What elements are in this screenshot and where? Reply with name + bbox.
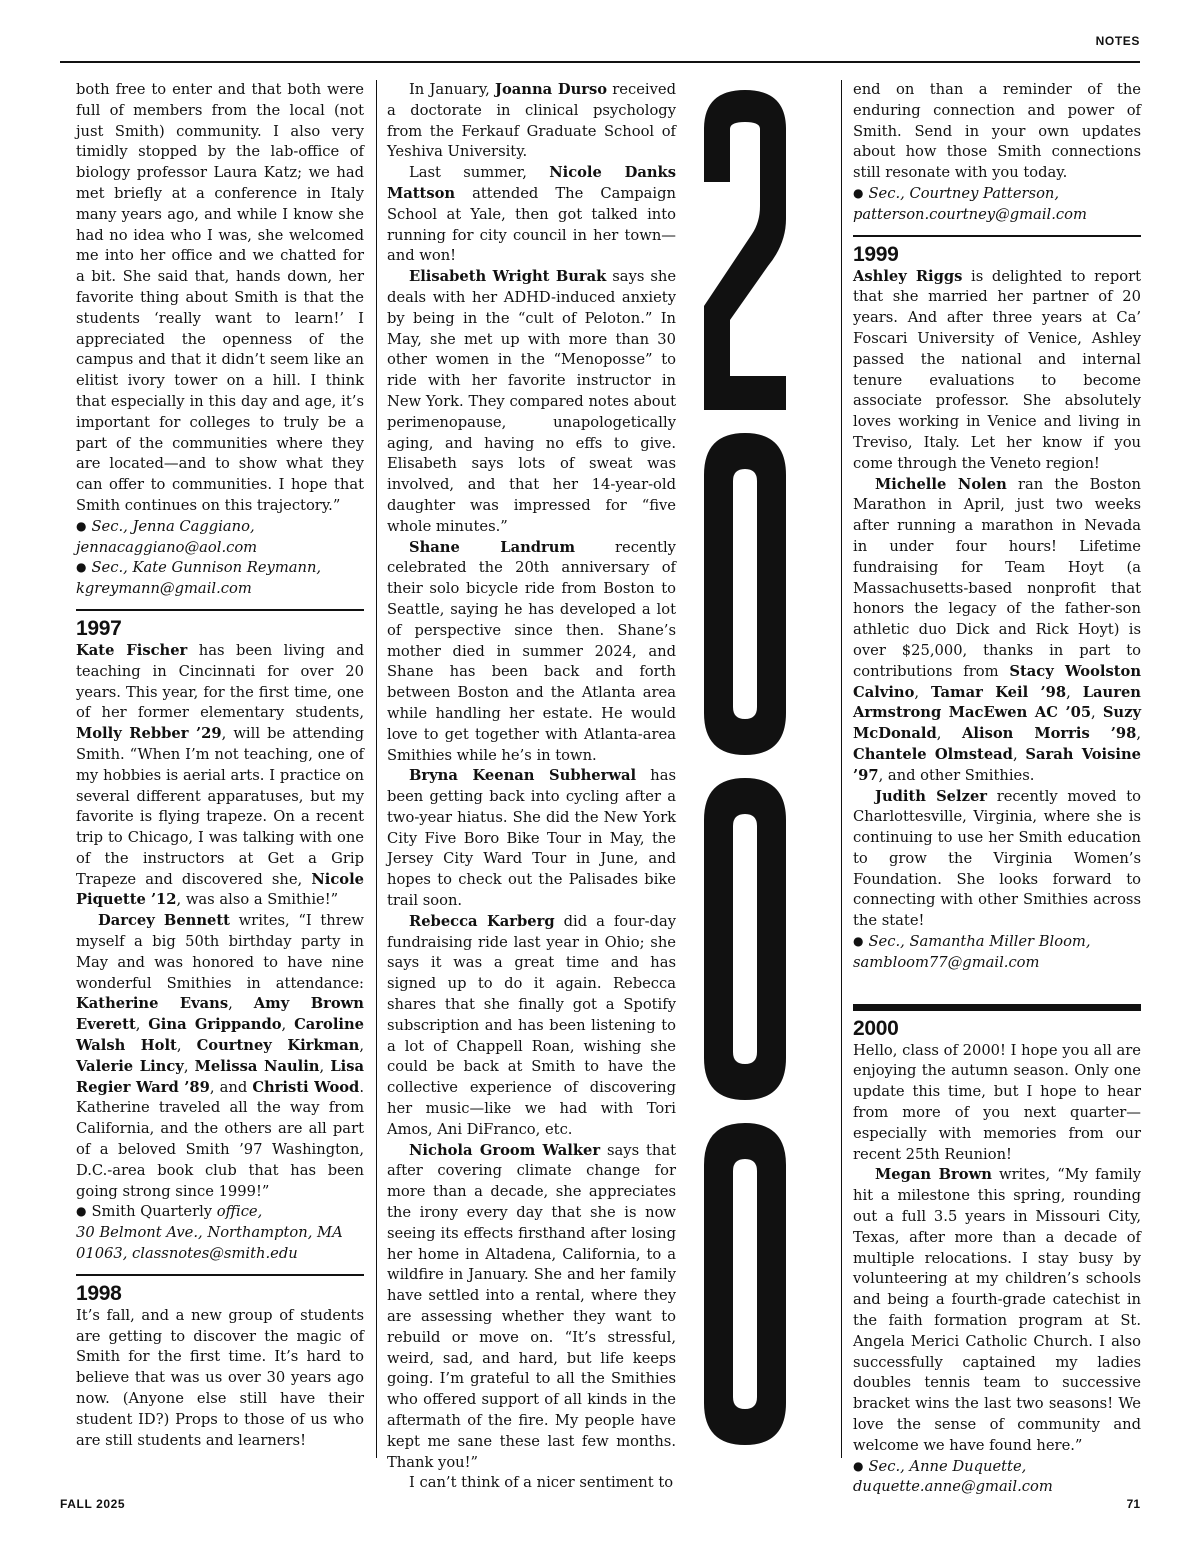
big-digit-0 bbox=[700, 1119, 790, 1449]
column-divider bbox=[841, 80, 842, 1458]
class-note-paragraph: It’s fall, and a new group of students are getting to discover the magic of Smith for the first time. It’s hard to believe that was us over 30 years ago now. (Anyone else still have their student ID?) Props to those of us who are still students and learners! bbox=[76, 1306, 364, 1449]
year-divider bbox=[76, 609, 364, 611]
big-digit-0 bbox=[700, 774, 790, 1104]
secretary-email[interactable]: kgreymann@gmail.com bbox=[76, 580, 252, 598]
big-digit-2 bbox=[700, 84, 790, 414]
class-2000-section bbox=[853, 1004, 1141, 1499]
header-rule bbox=[60, 61, 1140, 63]
secretary-contact: ● Sec., Anne Duquette, bbox=[853, 1457, 1027, 1475]
year-divider bbox=[76, 1274, 364, 1276]
year-divider bbox=[853, 235, 1141, 237]
secretary-email[interactable]: jennacaggiano@aol.com bbox=[76, 538, 258, 556]
class-note-paragraph: Darcey Bennett writes, “I threw myself a big 50th birthday party in May and was honored to have nine wonderful Smithies in attendance: Katherine Evans, Amy Brown Everett, Gina Grippando, Caroline Walsh Holt, Courtney Kirkman, Valerie Lincy, Melissa Naulin, Lisa Regier Ward ’89, and Christi Wood. Katherine traveled all the way from California, and the others are all part of a beloved Smith ’97 Washington, D.C.-area book club that has been going strong since 1999!” bbox=[76, 912, 365, 1200]
bullet-icon: ● bbox=[76, 560, 87, 575]
secretary-contact: ● Sec., Jenna Caggiano, bbox=[76, 517, 255, 535]
secretary-email[interactable]: patterson.courtney@gmail.com bbox=[853, 205, 1087, 223]
class-1999-section bbox=[853, 235, 1141, 974]
secretary-contact: ● Sec., Samantha Miller Bloom, bbox=[853, 933, 1091, 951]
bullet-icon: ● bbox=[853, 1458, 864, 1473]
bullet-icon: ● bbox=[853, 185, 864, 200]
continued-paragraph: both free to enter and that both were full of members from the local (not just Smith) community. I also very timidly stopped by the lab-office of biology professor Laura Katz; we had met briefly at a conference in Italy many years ago, and while I know she had no idea who I was, she welcomed me into her office and we chatted for a bit. She said that, hands down, her favorite thing about Smith is that the students ‘really want to learn!’ I appreciated the openness of the campus and that it didn’t seem like an elitist ivory tower on a hill. I think that especially in this day and age, it’s important for colleges to truly be a part of the communities where they are located—and to show what they can offer to communities. I hope that Smith continues on this trajectory.” bbox=[76, 81, 364, 514]
column-1 bbox=[76, 80, 364, 1451]
class-note-paragraph: Last summer, Nicole Danks Mattson attended The Campaign School at Yale, then got talked into running for city council in her town—and won! bbox=[387, 164, 676, 265]
secretary-contact: ● Sec., Courtney Patterson, bbox=[853, 184, 1060, 202]
class-1998-section bbox=[76, 1274, 364, 1452]
class-1997-section bbox=[76, 609, 364, 1265]
big-year-graphic bbox=[700, 84, 790, 1464]
class-note-paragraph: Shane Landrum recently celebrated the 20th anniversary of their solo bicycle ride from Boston to Seattle, saying he has developed a lot of perspective since then. Shane’s mother died in summer 2024, and Shane has been back and forth between Boston and the Atlanta area while handling her estate. He would love to get together with Atlanta-area Smithies while he’s in town. bbox=[387, 538, 676, 764]
class-note-paragraph: I can’t think of a nicer sentiment to bbox=[409, 1474, 674, 1492]
office-address: 30 Belmont Ave., Northampton, MA bbox=[76, 1224, 343, 1242]
class-year-heading: 1999 bbox=[853, 242, 899, 266]
class-note-paragraph: Kate Fischer has been living and teaching in Cincinnati for over 20 years. This year, for the first time, one of her former elementary students, Molly Rebber ’29, will be attending Smith. “When I’m not teaching, one of my hobbies is aerial arts. I practice on several different apparatuses, but my favorite is flying trapeze. On a recent trip to Chicago, I was talking with one of the instructors at Get a Grip Trapeze and discovered she, Nicole Piquette ’12, was also a Smithie!” bbox=[76, 641, 364, 909]
class-note-paragraph: In January, Joanna Durso received a doctorate in clinical psychology from the Ferkauf Graduate School of Yeshiva University. bbox=[387, 81, 676, 161]
office-address: 01063, classnotes@smith.edu bbox=[76, 1245, 298, 1263]
class-note-paragraph: Megan Brown writes, “My family hit a milestone this spring, rounding out a full 3.5 years in Missouri City, Texas, after more than a decade of multiple relocations. I stay busy by volunteering at my children’s schools and being a fourth-grade catechist in the faith formation program at St. Angela Merici Catholic Church. I also successfully captained my ladies doubles tennis team to successive bracket wins the last two seasons! We love the sense of community and welcome we have found here.” bbox=[853, 1166, 1141, 1454]
class-note-paragraph: Nichola Groom Walker says that after covering climate change for more than a decade, she appreciates the irony every day that she is now seeing its effects firsthand after losing her home in Altadena, California, to a wildfire in January. She and her family have settled into a rental, where they are assessing whether they want to rebuild or move on. “It’s stressful, weird, sad, and hard, but life keeps going. I’m grateful to all the Smithies who offered support of all kinds in the aftermath of the fire. My people have kept me sane these last few months. Thank you!” bbox=[387, 1141, 676, 1471]
issue-label: FALL 2025 bbox=[60, 1497, 126, 1511]
bullet-icon: ● bbox=[76, 1204, 87, 1219]
class-note-paragraph: Rebecca Karberg did a four-day fundraising ride last year in Ohio; she says it was a great time and has signed up to do it again. Rebecca shares that she finally got a Spotify subscription and has been listening to a lot of Chappell Roan, wishing she could be back at Smith to have the collective experience of discovering her music—like we had with Tori Amos, Ani DiFranco, etc. bbox=[387, 912, 676, 1138]
secretary-contact: ● Sec., Kate Gunnison Reymann, bbox=[76, 559, 322, 577]
class-note-paragraph: Michelle Nolen ran the Boston Marathon in April, just two weeks after running a marathon in Nevada in under four hours! Lifetime fundraising for Team Hoyt (a Massachusetts-based nonprofit that honors the legacy of the father-son athletic duo Dick and Rick Hoyt) is over $25,000, thanks in part to contributions from Stacy Woolston Calvino, Tamar Keil ’98, Lauren Armstrong MacEwen AC ’05, Suzy McDonald, Alison Morris ’98, Chantele Olmstead, Sarah Voisine ’97, and other Smithies. bbox=[853, 475, 1142, 784]
class-note-paragraph: Judith Selzer recently moved to Charlottesville, Virginia, where she is continuing to use her Smith education to grow the Virginia Women’s Foundation. She looks forward to connecting with other Smithies across the state! bbox=[853, 787, 1141, 930]
section-label: NOTES bbox=[1095, 34, 1140, 48]
continued-paragraph: end on than a reminder of the enduring connection and power of Smith. Send in your own updates about how those Smith connections still resonate with you today. bbox=[853, 81, 1141, 182]
column-divider bbox=[376, 80, 377, 1458]
bullet-icon: ● bbox=[853, 934, 864, 949]
class-year-heading: 1997 bbox=[76, 616, 122, 640]
bullet-icon: ● bbox=[76, 518, 87, 533]
class-note-paragraph: Hello, class of 2000! I hope you all are enjoying the autumn season. Only one update this time, but I hope to hear from more of you next quarter—especially with memories from our recent 25th Reunion! bbox=[853, 1041, 1141, 1163]
secretary-email[interactable]: sambloom77@gmail.com bbox=[853, 953, 1040, 971]
class-note-paragraph: Bryna Keenan Subherwal has been getting back into cycling after a two-year hiatus. She did the New York City Five Boro Bike Tour in May, the Jersey City Ward Tour in June, and hopes to check out the Palisades bike trail soon. bbox=[387, 767, 676, 910]
year-divider bbox=[853, 1004, 1141, 1011]
class-year-heading: 1998 bbox=[76, 1281, 122, 1305]
big-digit-0 bbox=[700, 429, 790, 759]
class-note-paragraph: Elisabeth Wright Burak says she deals with her ADHD-induced anxiety by being in the “cult of Peloton.” In May, she met up with more than 30 other women in the “Menoposse” to ride with her favorite instructor in New York. They compared notes about perimenopause, unapologetically aging, and having no effs to give. Elisabeth says lots of sweat was involved, and that her 14-year-old daughter was impressed for “five whole minutes.” bbox=[387, 268, 677, 535]
page-number: 71 bbox=[1126, 1497, 1140, 1511]
class-note-paragraph: Ashley Riggs is delighted to report that she married her partner of 20 years. And after three years at Ca’ Foscari University of Venice, Ashley passed the national and internal tenure evaluations to become associate professor. She absolutely loves working in Venice and living in Treviso, Italy. Let her know if you come through the Veneto region! bbox=[853, 267, 1141, 472]
class-year-heading: 2000 bbox=[853, 1016, 899, 1040]
column-2 bbox=[387, 80, 676, 1494]
office-contact: ● Smith Quarterly office, bbox=[76, 1203, 263, 1221]
secretary-email[interactable]: duquette.anne@gmail.com bbox=[853, 1478, 1053, 1496]
column-3 bbox=[853, 80, 1141, 1498]
